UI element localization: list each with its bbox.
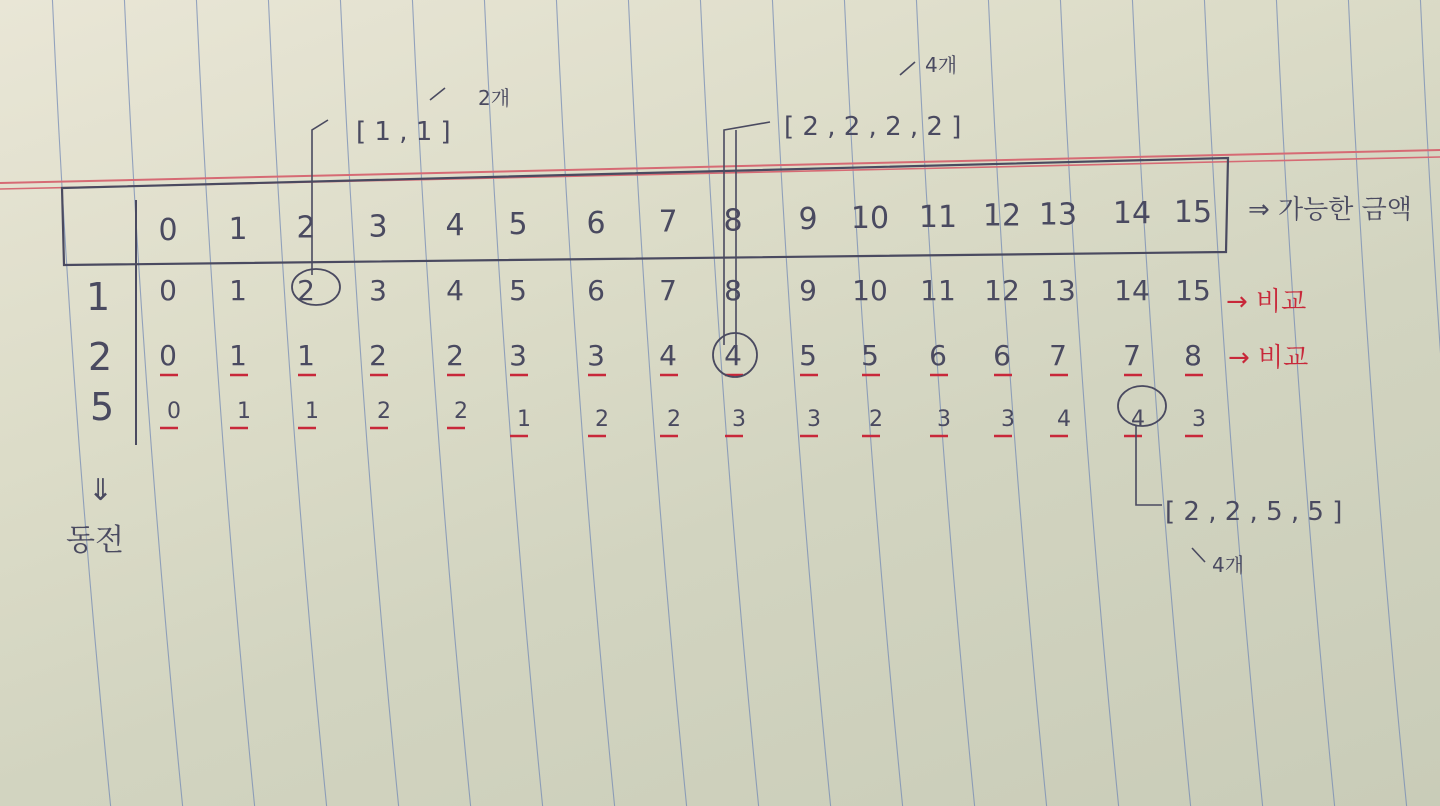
annotation-top-middle: [ 2 , 2 , 2 , 2 ] [784,112,962,142]
down-arrow-icon: ⇓ [88,473,114,508]
header-cell: 10 [850,201,890,236]
row-label-2: 2 [88,335,113,379]
table-cell: 4 [446,274,464,307]
table-cell: 7 [1123,339,1141,372]
header-cell: 13 [1038,197,1078,233]
header-cell: 4 [445,208,465,244]
header-cell: 14 [1112,196,1152,232]
table-cell: 2 [869,407,883,432]
table-cell: 4 [1131,407,1145,432]
row-label-1: 1 [86,275,111,319]
table-cell: 6 [993,339,1011,372]
annotation-top-left: [ 1 , 1 ] [356,117,451,147]
table-cell: 3 [509,339,527,372]
ruled-lines [52,0,1440,806]
table-cell: 3 [937,407,951,432]
table-cell: 3 [1001,407,1015,432]
header-cell: 8 [723,203,743,239]
annotation-top-left-count: 2개 [478,86,511,110]
table-cell: 3 [587,339,605,372]
table-cell: 15 [1175,274,1211,307]
row-note-1: → 비교 [1226,287,1307,317]
table-cell: 7 [659,274,677,307]
header-cell: 5 [508,207,528,242]
coin-label: 동전 [66,523,124,558]
header-cell: 15 [1173,195,1213,230]
ruled-line [1060,0,1120,806]
table-cell: 10 [852,274,888,307]
header-cell: 6 [586,205,606,241]
ruled-line [484,0,544,806]
ruled-line [556,0,616,806]
table-cell: 4 [1057,407,1071,432]
header-row [158,195,1212,248]
table-cell: 2 [377,399,391,424]
table-cell: 0 [159,274,177,307]
table-cell: 2 [454,399,468,424]
table-cell: 1 [229,339,247,372]
table-cell: 12 [984,274,1020,307]
row-label-5: 5 [90,385,115,429]
table-row-1 [159,274,1211,307]
table-cell: 0 [159,339,177,372]
table-cell: 3 [369,274,387,307]
table-cell: 5 [799,339,817,372]
table-cell: 6 [587,274,605,307]
table-cell: 4 [659,339,677,372]
table-cell: 2 [667,407,681,432]
table-cell: 1 [517,407,531,432]
table-row-2 [159,339,1203,375]
table-cell: 4 [724,339,742,372]
table-cell: 5 [509,274,527,307]
table-cell: 7 [1049,339,1067,372]
header-cell: 9 [798,202,818,238]
header-suffix: ⇒ 가능한 금액 [1248,195,1412,225]
table-cell: 3 [732,407,746,432]
table-cell: 11 [920,274,956,307]
table-cell: 1 [229,274,247,307]
header-cell: 7 [658,204,678,240]
ruled-line [988,0,1048,806]
header-cell: 12 [982,198,1022,234]
table-cell: 2 [369,339,387,372]
table-cell: 3 [807,407,821,432]
ruled-line [628,0,688,806]
header-cell: 1 [228,211,248,247]
header-cell: 11 [918,199,958,235]
table-cell: 3 [1192,407,1206,432]
ruled-line [1276,0,1336,806]
row-note-2: → 비교 [1228,343,1309,373]
table-cell: 2 [297,274,315,307]
annotation-bottom-right-count: 4개 [1212,553,1245,577]
ruled-line [700,0,760,806]
table-cell: 0 [167,399,181,424]
annotation-bottom-right: [ 2 , 2 , 5 , 5 ] [1165,497,1343,527]
table-cell: 2 [446,339,464,372]
header-cell: 3 [368,209,388,245]
ruled-line [1348,0,1408,806]
header-cell: 2 [296,210,316,246]
table-cell: 8 [1184,339,1202,372]
table-cell: 6 [929,339,947,372]
table-cell: 13 [1040,274,1076,307]
table-cell: 1 [297,339,315,372]
table-cell: 5 [861,339,879,372]
ruled-line [1420,0,1440,806]
table-cell: 9 [799,274,817,307]
ruled-line [1132,0,1192,806]
table-cell: 1 [305,399,319,424]
table-row-5 [160,399,1206,436]
table-cell: 8 [724,274,742,307]
table-cell: 1 [237,399,251,424]
ruled-line [1204,0,1264,806]
ruled-line [268,0,328,806]
header-cell: 0 [158,213,178,248]
annotation-top-middle-count: 4개 [925,53,958,77]
table-cell: 2 [595,407,609,432]
table-cell: 14 [1114,274,1150,307]
